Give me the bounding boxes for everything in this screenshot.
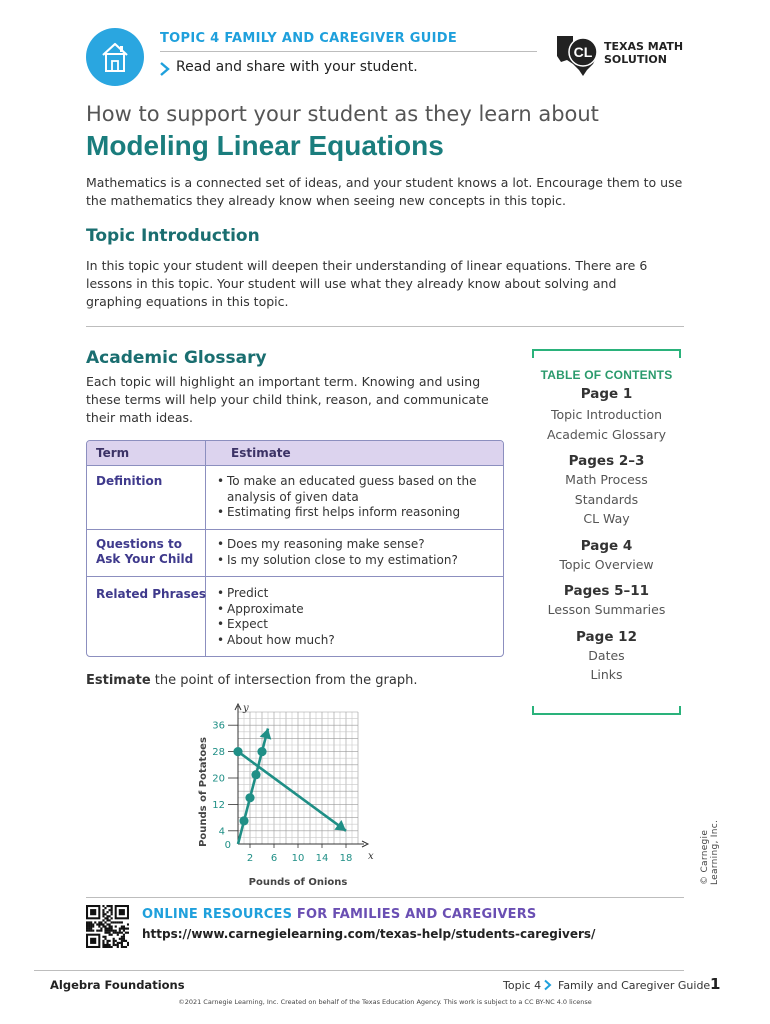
qr-module xyxy=(121,946,123,948)
qr-finder xyxy=(90,909,96,915)
qr-module xyxy=(92,930,94,932)
footer-guide: Family and Caregiver Guide xyxy=(558,979,711,992)
logo-wordmark xyxy=(604,40,683,66)
qr-module xyxy=(86,923,88,925)
families-label: FOR FAMILIES AND CAREGIVERS xyxy=(292,907,537,922)
qr-module xyxy=(115,925,117,927)
row-divider xyxy=(87,576,503,577)
qr-module xyxy=(119,928,121,930)
x-axis-title: Pounds of Onions xyxy=(248,877,348,888)
qr-module xyxy=(109,919,111,921)
y-axis-title: Pounds of Potatoes xyxy=(198,737,209,847)
y-axis-letter: y xyxy=(243,703,249,714)
qr-module xyxy=(90,925,92,927)
qr-module xyxy=(98,925,100,927)
guide-title: TOPIC 4 FAMILY AND CAREGIVER GUIDE xyxy=(160,31,458,46)
list-item: • Is my solution close to my estimation? xyxy=(217,553,497,569)
course-name: Algebra Foundations xyxy=(50,978,185,992)
qr-module xyxy=(102,919,104,921)
qr-finder xyxy=(119,909,125,915)
qr-module xyxy=(111,930,113,932)
toc-item: Academic Glossary xyxy=(546,426,666,442)
qr-module xyxy=(104,921,106,923)
qr-module xyxy=(123,946,125,948)
toc-title: TABLE OF CONTENTS xyxy=(540,368,673,382)
qr-module xyxy=(109,905,111,907)
qr-module xyxy=(92,925,94,927)
qr-module xyxy=(88,930,90,932)
qr-module xyxy=(90,930,92,932)
y-tick-label: 12 xyxy=(212,799,225,811)
toc-page: Page 4 xyxy=(580,537,633,554)
online-resources-label: ONLINE RESOURCES xyxy=(142,907,293,922)
qr-module xyxy=(100,923,102,925)
qr-module xyxy=(109,930,111,932)
qr-module xyxy=(127,923,129,925)
qr-module xyxy=(111,925,113,927)
toc-page: Pages 5–11 xyxy=(563,583,650,599)
qr-module xyxy=(115,921,117,923)
x-tick-label: 6 xyxy=(270,853,278,864)
row-divider xyxy=(87,529,503,530)
qr-module xyxy=(123,925,125,927)
toc-bracket-bottom xyxy=(532,706,681,715)
title-lead: How to support your student as they learn about xyxy=(86,102,599,126)
qr-module xyxy=(104,932,106,934)
divider xyxy=(160,51,537,52)
qr-module xyxy=(104,925,106,927)
qr-module xyxy=(106,911,108,913)
qr-module xyxy=(98,923,100,925)
qr-module xyxy=(127,944,129,946)
estimate-prompt xyxy=(86,673,417,688)
qr-module xyxy=(125,940,127,942)
qr-module xyxy=(102,925,104,927)
toc-item: Lesson Summaries xyxy=(547,602,666,617)
qr-module xyxy=(117,946,119,948)
qr-module xyxy=(88,921,90,923)
column-divider xyxy=(205,441,206,656)
copyright-credit: © Carnegie Learning, Inc. xyxy=(700,819,720,885)
data-point xyxy=(239,816,248,825)
qr-code-icon xyxy=(86,905,129,948)
qr-module xyxy=(86,928,88,930)
table-row-term: Questions to Ask Your Child xyxy=(96,537,194,566)
qr-module xyxy=(117,944,119,946)
table-row-term: Related Phrases xyxy=(96,587,207,601)
qr-module xyxy=(123,934,125,936)
qr-module xyxy=(121,928,123,930)
qr-module xyxy=(119,930,121,932)
toc-item: Dates xyxy=(588,647,625,663)
qr-module xyxy=(98,921,100,923)
divider xyxy=(34,970,684,971)
page-number: 1 xyxy=(710,975,721,993)
col-estimate: Estimate xyxy=(231,446,291,460)
qr-module xyxy=(115,944,117,946)
qr-module xyxy=(109,925,111,927)
divider xyxy=(86,897,684,898)
qr-module xyxy=(102,936,104,938)
qr-module xyxy=(111,921,113,923)
qr-module xyxy=(115,932,117,934)
qr-module xyxy=(123,930,125,932)
x-tick-label: 2 xyxy=(246,853,254,864)
toc-item: Topic Overview xyxy=(559,556,654,572)
data-point xyxy=(233,747,242,756)
qr-module xyxy=(113,938,115,940)
list-item: • Estimating first helps inform reasoning xyxy=(217,505,497,521)
qr-module xyxy=(104,907,106,909)
qr-module xyxy=(106,905,108,907)
list-item: • Expect xyxy=(217,617,497,633)
qr-module xyxy=(111,913,113,915)
qr-module xyxy=(123,940,125,942)
x-tick-label: 18 xyxy=(339,853,353,864)
list-item: • Approximate xyxy=(217,602,497,618)
qr-module xyxy=(113,921,115,923)
qr-module xyxy=(109,923,111,925)
toc-bracket-top xyxy=(532,349,681,358)
qr-module xyxy=(109,928,111,930)
qr-module xyxy=(88,928,90,930)
qr-module xyxy=(117,942,119,944)
table-row xyxy=(217,586,497,648)
estimate-bold: Estimate xyxy=(86,673,151,688)
qr-module xyxy=(109,944,111,946)
qr-module xyxy=(98,930,100,932)
intro-paragraph: Mathematics is a connected set of ideas, and your student knows a lot. Encourage them to use the mathematics they already know when seeing new concepts in this topic. xyxy=(86,175,683,208)
list-item: • Does my reasoning make sense? xyxy=(217,537,497,553)
estimate-rest: the point of intersection from the graph. xyxy=(150,673,418,688)
qr-module xyxy=(111,946,113,948)
qr-module xyxy=(102,940,104,942)
toc-page: Page 12 xyxy=(576,628,637,645)
col-term: Term xyxy=(96,446,130,460)
qr-module xyxy=(90,928,92,930)
read-share-text: Read and share with your student. xyxy=(176,59,418,75)
glossary-table xyxy=(86,440,504,657)
qr-module xyxy=(109,932,111,934)
qr-module xyxy=(90,923,92,925)
qr-module xyxy=(111,934,113,936)
glossary-heading: Academic Glossary xyxy=(86,348,267,368)
toc-item: Standards xyxy=(574,491,639,507)
table-row xyxy=(217,474,497,521)
qr-module xyxy=(125,946,127,948)
qr-module xyxy=(125,928,127,930)
toc-page: Page 1 xyxy=(580,386,633,402)
qr-module xyxy=(102,905,104,907)
data-point xyxy=(257,747,266,756)
series-arrowhead xyxy=(260,729,272,740)
table-row xyxy=(217,537,497,568)
qr-module xyxy=(104,913,106,915)
qr-module xyxy=(117,921,119,923)
chevron-right-icon xyxy=(158,61,172,77)
qr-module xyxy=(127,942,129,944)
license-text: ©2021 Carnegie Learning, Inc. Created on behalf of the Texas Education Agency. This work is subject to a CC BY-NC 4.0 license xyxy=(178,998,592,1006)
qr-module xyxy=(106,930,108,932)
x-tick-label: 14 xyxy=(315,853,329,864)
qr-module xyxy=(106,946,108,948)
qr-module xyxy=(111,928,113,930)
x-tick-label: 10 xyxy=(291,853,305,864)
footer-topic: Topic 4 xyxy=(503,979,542,992)
qr-module xyxy=(115,930,117,932)
list-item: • To make an educated guess based on the analysis of given data xyxy=(217,474,497,505)
qr-module xyxy=(100,921,102,923)
qr-module xyxy=(111,917,113,919)
qr-module xyxy=(106,932,108,934)
house-icon xyxy=(100,40,130,74)
data-point xyxy=(251,770,260,779)
qr-module xyxy=(109,946,111,948)
qr-module xyxy=(113,932,115,934)
qr-module xyxy=(121,921,123,923)
y-tick-label: 20 xyxy=(212,773,225,785)
qr-module xyxy=(117,932,119,934)
list-item: • Predict xyxy=(217,586,497,602)
qr-module xyxy=(121,940,123,942)
qr-module xyxy=(117,934,119,936)
qr-module xyxy=(102,944,104,946)
qr-module xyxy=(121,925,123,927)
qr-module xyxy=(106,944,108,946)
qr-module xyxy=(115,940,117,942)
qr-module xyxy=(106,928,108,930)
logo-line-2: SOLUTION xyxy=(604,53,667,66)
qr-module xyxy=(96,930,98,932)
qr-module xyxy=(111,909,113,911)
y-tick-label: 4 xyxy=(218,826,225,838)
qr-module xyxy=(123,936,125,938)
table-header xyxy=(87,441,503,466)
series-line xyxy=(238,729,268,845)
home-badge xyxy=(86,28,144,86)
qr-module xyxy=(88,923,90,925)
glossary-body: Each topic will highlight an important term. Knowing and using these terms will help your child think, reason, and communicate their math ideas. xyxy=(86,374,489,425)
qr-module xyxy=(119,932,121,934)
qr-module xyxy=(127,932,129,934)
toc-item: Links xyxy=(590,667,623,682)
qr-module xyxy=(109,934,111,936)
qr-module xyxy=(92,923,94,925)
svg-text:CL: CL xyxy=(573,44,593,60)
qr-module xyxy=(102,911,104,913)
qr-module xyxy=(100,928,102,930)
toc-item: Math Process xyxy=(565,472,648,487)
qr-module xyxy=(113,942,115,944)
qr-module xyxy=(106,940,108,942)
qr-module xyxy=(106,923,108,925)
qr-module xyxy=(102,909,104,911)
qr-module xyxy=(106,917,108,919)
logo-line-1: TEXAS MATH xyxy=(604,40,684,53)
resources-link[interactable]: https://www.carnegielearning.com/texas-help/students-caregivers/ xyxy=(142,927,596,941)
qr-module xyxy=(123,938,125,940)
y-tick-label: 28 xyxy=(212,747,225,759)
qr-finder xyxy=(90,938,96,944)
qr-module xyxy=(109,940,111,942)
qr-module xyxy=(111,905,113,907)
x-axis-letter: x xyxy=(368,851,374,862)
intersection-graph xyxy=(190,700,390,895)
qr-module xyxy=(88,925,90,927)
qr-module xyxy=(104,930,106,932)
topic-intro-heading: Topic Introduction xyxy=(86,226,260,246)
qr-module xyxy=(104,946,106,948)
qr-module xyxy=(104,938,106,940)
qr-module xyxy=(125,932,127,934)
online-resources-heading xyxy=(142,907,536,922)
qr-module xyxy=(94,921,96,923)
qr-module xyxy=(113,944,115,946)
qr-module xyxy=(106,915,108,917)
table-row-term: Definition xyxy=(96,474,163,488)
list-item: • About how much? xyxy=(217,633,497,649)
qr-module xyxy=(121,942,123,944)
qr-module xyxy=(121,932,123,934)
qr-module xyxy=(119,938,121,940)
qr-module xyxy=(102,942,104,944)
qr-module xyxy=(119,921,121,923)
chevron-right-icon xyxy=(543,979,552,991)
qr-module xyxy=(113,940,115,942)
qr-module xyxy=(121,938,123,940)
qr-module xyxy=(106,942,108,944)
qr-module xyxy=(113,930,115,932)
qr-module xyxy=(86,930,88,932)
qr-module xyxy=(123,928,125,930)
qr-module xyxy=(121,944,123,946)
data-point xyxy=(245,793,254,802)
qr-module xyxy=(119,942,121,944)
qr-module xyxy=(104,928,106,930)
toc-item: Topic Introduction xyxy=(550,407,663,422)
qr-module xyxy=(104,944,106,946)
qr-module xyxy=(104,936,106,938)
page-title: Modeling Linear Equations xyxy=(86,130,444,161)
qr-module xyxy=(111,907,113,909)
qr-module xyxy=(102,946,104,948)
qr-module xyxy=(86,921,88,923)
qr-module xyxy=(109,909,111,911)
toc-page: Pages 2–3 xyxy=(568,453,645,469)
qr-module xyxy=(102,913,104,915)
qr-module xyxy=(121,936,123,938)
qr-module xyxy=(106,919,108,921)
topic-intro-body: In this topic your student will deepen their understanding of linear equations. There are 6 lessons in this topic. Your student will use what they already know about solving and graphing equations in this topic. xyxy=(86,258,648,309)
qr-module xyxy=(109,915,111,917)
qr-module xyxy=(86,925,88,927)
qr-module xyxy=(111,911,113,913)
qr-module xyxy=(102,923,104,925)
qr-module xyxy=(104,917,106,919)
qr-module xyxy=(96,923,98,925)
qr-module xyxy=(127,928,129,930)
qr-module xyxy=(102,915,104,917)
y-tick-label: 36 xyxy=(212,720,225,732)
toc-item: CL Way xyxy=(583,511,630,526)
qr-module xyxy=(100,930,102,932)
origin-label: 0 xyxy=(224,840,231,851)
divider xyxy=(86,326,684,327)
table-of-contents xyxy=(532,368,681,685)
qr-module xyxy=(90,921,92,923)
